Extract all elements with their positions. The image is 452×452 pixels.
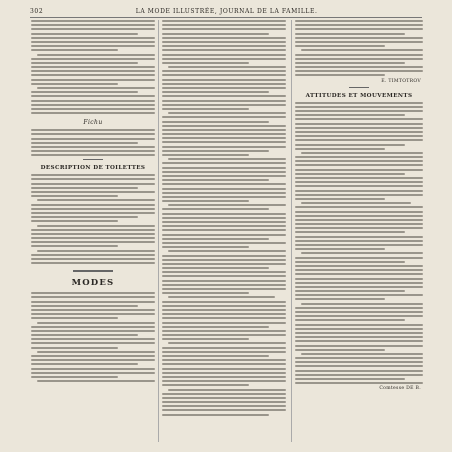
text-line	[162, 405, 286, 407]
text-line	[31, 296, 155, 298]
text-line	[162, 183, 286, 185]
text-line	[295, 261, 405, 263]
right-top-text	[295, 20, 423, 76]
text-line	[168, 204, 286, 206]
text-line	[31, 112, 155, 114]
text-line	[162, 267, 269, 269]
text-line	[168, 158, 286, 160]
text-line	[31, 216, 138, 218]
left-column	[31, 20, 155, 444]
text-line	[295, 131, 423, 133]
text-line	[31, 142, 138, 144]
text-line	[31, 133, 155, 135]
text-line	[162, 309, 286, 311]
text-line	[295, 123, 423, 125]
text-line	[31, 95, 155, 97]
text-line	[31, 70, 155, 72]
text-line	[31, 359, 155, 361]
text-line	[168, 296, 275, 298]
text-line	[295, 139, 423, 141]
text-line	[31, 49, 118, 51]
column-separator	[158, 20, 159, 442]
text-line	[31, 37, 155, 39]
text-line	[31, 301, 155, 303]
text-line	[295, 185, 423, 187]
text-line	[31, 258, 155, 260]
section-heading-modes: MODES	[71, 278, 115, 289]
text-line	[295, 181, 423, 183]
text-line	[162, 221, 286, 223]
page-number: 302	[30, 7, 44, 15]
text-line	[31, 83, 118, 85]
text-line	[295, 62, 405, 64]
modes-text	[31, 292, 155, 382]
text-line	[162, 397, 286, 399]
text-line	[37, 54, 155, 56]
text-line	[162, 200, 249, 202]
text-line	[162, 129, 286, 131]
text-line	[162, 313, 286, 315]
text-line	[295, 20, 423, 22]
text-line	[162, 288, 286, 290]
text-line	[31, 309, 155, 311]
text-line	[31, 317, 118, 319]
text-line	[295, 45, 385, 47]
text-line	[295, 370, 423, 372]
text-line	[31, 41, 155, 43]
text-line	[162, 334, 286, 336]
text-line	[162, 162, 286, 164]
text-line	[31, 372, 155, 374]
text-line	[295, 211, 423, 213]
text-line	[295, 177, 423, 179]
text-line	[162, 33, 269, 35]
journal-title: LA MODE ILLUSTRÉE, JOURNAL DE LA FAMILLE.	[135, 7, 318, 15]
text-line	[301, 202, 411, 204]
text-line	[162, 229, 286, 231]
text-line	[168, 250, 286, 252]
text-line	[31, 100, 155, 102]
text-line	[162, 359, 286, 361]
text-line	[162, 259, 286, 261]
text-line	[301, 252, 423, 254]
text-line	[162, 246, 249, 248]
text-line	[295, 144, 405, 146]
text-line	[295, 357, 423, 359]
text-line	[37, 225, 155, 227]
divider	[73, 270, 113, 272]
text-line	[295, 286, 423, 288]
text-line	[295, 148, 385, 150]
text-line	[162, 62, 249, 64]
text-line	[162, 351, 286, 353]
text-line	[162, 104, 286, 106]
text-line	[162, 234, 286, 236]
text-line	[295, 173, 405, 175]
text-line	[162, 20, 286, 22]
text-line	[31, 20, 155, 22]
text-line	[295, 215, 423, 217]
header-rule	[30, 17, 422, 18]
text-line	[162, 372, 286, 374]
text-line	[295, 118, 423, 120]
text-line	[295, 28, 423, 30]
text-line	[162, 409, 286, 411]
text-line	[31, 24, 155, 26]
text-line	[162, 217, 286, 219]
text-line	[162, 355, 269, 357]
text-line	[295, 54, 423, 56]
text-line	[31, 195, 118, 197]
text-line	[295, 66, 423, 68]
text-line	[31, 191, 155, 193]
text-line	[162, 24, 286, 26]
text-line	[37, 199, 155, 201]
text-line	[295, 319, 405, 321]
text-line	[295, 194, 423, 196]
text-line	[162, 74, 286, 76]
text-line	[31, 74, 155, 76]
text-line	[31, 338, 155, 340]
text-line	[31, 326, 155, 328]
text-line	[162, 280, 286, 282]
text-line	[162, 414, 269, 416]
text-line	[31, 204, 155, 206]
text-line	[31, 245, 118, 247]
text-line	[295, 110, 423, 112]
text-line	[162, 263, 286, 265]
text-line	[31, 347, 118, 349]
text-line	[31, 376, 118, 378]
text-line	[162, 150, 269, 152]
text-line	[295, 190, 423, 192]
text-line	[295, 223, 423, 225]
text-line	[162, 167, 286, 169]
text-line	[162, 45, 286, 47]
text-line	[295, 269, 423, 271]
text-line	[31, 79, 155, 81]
text-line	[31, 363, 138, 365]
middle-text	[162, 20, 286, 416]
text-line	[168, 342, 286, 344]
text-line	[162, 175, 286, 177]
text-line	[295, 33, 405, 35]
text-line	[162, 121, 269, 123]
text-line	[37, 250, 155, 252]
text-line	[295, 336, 423, 338]
text-line	[295, 106, 423, 108]
text-line	[162, 292, 249, 294]
text-line	[295, 328, 423, 330]
text-line	[162, 380, 286, 382]
text-line	[162, 179, 269, 181]
text-line	[162, 213, 286, 215]
text-line	[295, 365, 423, 367]
text-line	[31, 178, 155, 180]
text-line	[162, 70, 286, 72]
text-line	[31, 330, 155, 332]
text-line	[162, 330, 286, 332]
text-line	[162, 188, 286, 190]
text-line	[295, 37, 423, 39]
text-line	[31, 334, 138, 336]
text-line	[31, 138, 155, 140]
text-line	[295, 135, 423, 137]
text-line	[295, 41, 423, 43]
text-line	[301, 353, 423, 355]
text-line	[162, 317, 286, 319]
text-line	[295, 290, 405, 292]
text-line	[162, 100, 286, 102]
author-signature: E. TIMTOTROV	[381, 78, 421, 84]
text-line	[162, 238, 269, 240]
text-line	[162, 401, 286, 403]
text-line	[31, 66, 155, 68]
text-line	[162, 146, 286, 148]
text-line	[37, 322, 155, 324]
text-line	[31, 58, 155, 60]
attitudes-text	[295, 102, 423, 385]
text-line	[295, 156, 423, 158]
text-line	[162, 49, 286, 51]
text-line	[295, 74, 385, 76]
text-line	[162, 255, 286, 257]
text-line	[295, 102, 423, 104]
text-line	[162, 116, 286, 118]
text-line	[295, 236, 423, 238]
text-line	[162, 347, 286, 349]
text-line	[295, 70, 423, 72]
text-line	[295, 164, 423, 166]
text-line	[162, 79, 286, 81]
text-line	[31, 233, 155, 235]
text-line	[31, 104, 155, 106]
text-line	[31, 91, 138, 93]
text-line	[162, 133, 286, 135]
text-line	[162, 54, 286, 56]
text-line	[301, 152, 423, 154]
text-line	[162, 37, 286, 39]
text-line	[295, 24, 423, 26]
text-line	[295, 340, 423, 342]
text-line	[295, 307, 423, 309]
text-line	[31, 313, 155, 315]
text-line	[31, 229, 155, 231]
text-line	[162, 301, 286, 303]
text-line	[31, 183, 155, 185]
text-line	[31, 150, 155, 152]
text-line	[162, 108, 249, 110]
text-line	[295, 231, 405, 233]
text-line	[162, 384, 249, 386]
text-line	[295, 257, 423, 259]
text-line	[162, 242, 286, 244]
text-line	[31, 108, 155, 110]
text-line	[168, 66, 286, 68]
author-signature: Comtesse DE B.	[379, 386, 421, 392]
text-line	[295, 248, 385, 250]
divider	[349, 87, 369, 88]
text-line	[31, 154, 155, 156]
text-line	[162, 141, 286, 143]
text-line	[295, 206, 423, 208]
text-line	[162, 326, 269, 328]
text-line	[31, 292, 155, 294]
text-line	[295, 311, 423, 313]
divider	[83, 159, 103, 160]
text-line	[31, 33, 138, 35]
text-line	[31, 241, 155, 243]
text-line	[295, 361, 423, 363]
text-line	[31, 62, 138, 64]
text-line	[162, 271, 286, 273]
text-line	[301, 303, 423, 305]
text-line	[162, 58, 286, 60]
section-heading-fichu: Fichu	[83, 119, 103, 127]
right-column	[295, 20, 423, 444]
text-line	[162, 368, 286, 370]
text-line	[295, 114, 405, 116]
text-line	[295, 374, 423, 376]
text-line	[295, 282, 423, 284]
text-line	[162, 284, 286, 286]
text-line	[162, 305, 286, 307]
text-line	[162, 87, 286, 89]
text-line	[31, 212, 155, 214]
text-line	[295, 278, 423, 280]
text-line	[31, 220, 118, 222]
section-heading-description: DESCRIPTION DE TOILETTES	[40, 165, 146, 172]
section-heading-attitudes: ATTITUDES ET MOUVEMENTS	[305, 92, 413, 99]
text-line	[31, 355, 155, 357]
text-line	[162, 137, 286, 139]
description-text	[31, 174, 155, 264]
text-line	[162, 83, 286, 85]
text-line	[162, 154, 249, 156]
text-line	[31, 368, 155, 370]
text-line	[295, 298, 385, 300]
text-line	[162, 376, 286, 378]
text-line	[295, 240, 423, 242]
text-line	[31, 208, 155, 210]
text-line	[162, 275, 286, 277]
fichu-text	[31, 129, 155, 156]
text-line	[295, 219, 423, 221]
text-line	[162, 225, 286, 227]
text-line	[37, 351, 155, 353]
text-line	[31, 174, 155, 176]
text-line	[31, 262, 155, 264]
page-header	[30, 6, 422, 16]
text-line	[301, 49, 423, 51]
text-line	[295, 58, 423, 60]
text-line	[31, 28, 155, 30]
text-line	[31, 129, 155, 131]
text-line	[295, 332, 423, 334]
text-line	[295, 169, 423, 171]
text-line	[295, 265, 423, 267]
text-line	[295, 345, 423, 347]
text-line	[295, 227, 423, 229]
text-line	[31, 187, 138, 189]
text-line	[295, 294, 423, 296]
text-line	[295, 378, 405, 380]
text-line	[295, 273, 423, 275]
left-top-text	[31, 20, 155, 114]
column-separator	[291, 20, 292, 442]
text-line	[162, 192, 286, 194]
text-line	[162, 95, 286, 97]
text-line	[295, 382, 423, 384]
text-line	[162, 338, 249, 340]
text-line	[31, 146, 155, 148]
text-line	[295, 160, 423, 162]
text-line	[295, 198, 385, 200]
middle-column	[162, 20, 286, 444]
text-line	[295, 349, 385, 351]
text-line	[162, 208, 269, 210]
text-line	[31, 237, 155, 239]
text-line	[37, 87, 155, 89]
text-line	[162, 393, 286, 395]
text-line	[31, 45, 155, 47]
text-line	[295, 315, 423, 317]
text-line	[162, 196, 286, 198]
text-line	[162, 91, 269, 93]
text-line	[162, 41, 286, 43]
text-line	[37, 380, 155, 382]
text-line	[162, 171, 286, 173]
text-line	[295, 324, 423, 326]
text-line	[168, 389, 286, 391]
text-line	[168, 112, 286, 114]
text-line	[162, 363, 286, 365]
text-line	[162, 28, 286, 30]
text-line	[295, 127, 423, 129]
text-line	[31, 305, 138, 307]
text-line	[162, 322, 286, 324]
text-line	[295, 244, 423, 246]
text-line	[31, 254, 155, 256]
text-line	[31, 342, 155, 344]
text-line	[162, 125, 286, 127]
